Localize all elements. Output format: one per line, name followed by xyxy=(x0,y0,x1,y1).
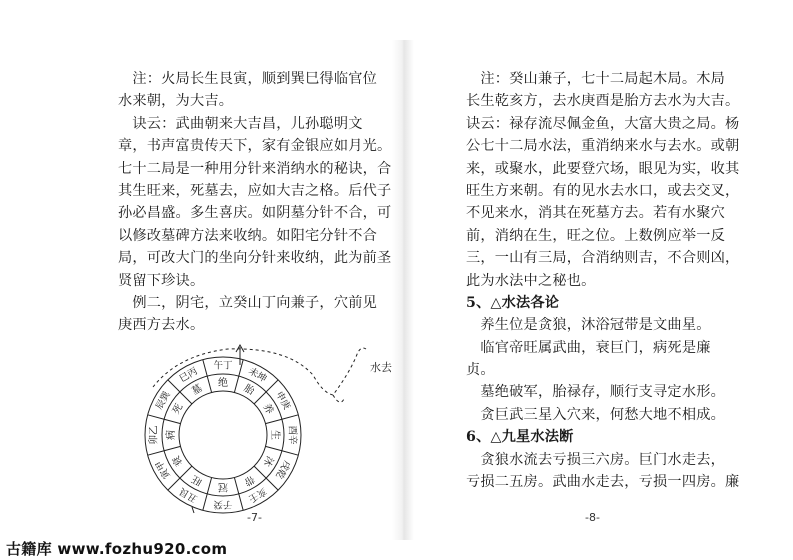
outer-ring-label: 未坤 xyxy=(246,365,269,385)
inner-ring-label: 养 xyxy=(260,402,276,417)
tick-mark xyxy=(192,507,194,513)
text-line: 三，一山有三局，合消纳则吉，不合则凶， xyxy=(466,250,740,267)
outer-ring-divider xyxy=(148,451,164,455)
inner-ring-label: 冠 xyxy=(218,481,228,493)
text-line: 养生位是贪狼，沐浴冠带是文曲星。 xyxy=(466,317,711,334)
text-line: 诀云：禄存流尽佩金鱼，大富大贵之局。杨 xyxy=(466,115,740,132)
outer-ring-label: 酉辛 xyxy=(286,425,298,445)
text-line: 前，消纳在生，旺之位。上数例应举一反 xyxy=(466,227,725,244)
inner-ring-divider xyxy=(266,446,282,450)
inner-ring-divider xyxy=(234,376,238,392)
text-line: 注：火局长生艮寅，顺到巽巳得临官位 xyxy=(118,71,377,87)
inner-ring-label: 衰 xyxy=(170,453,186,468)
outer-ring-divider xyxy=(282,415,298,419)
outer-ring-label: 丑艮 xyxy=(177,485,200,505)
outer-ring-label: 亥壬 xyxy=(246,485,269,505)
text-line: 贞。 xyxy=(466,362,495,379)
inner-ring-label: 旺 xyxy=(190,472,205,488)
outer-ring-divider xyxy=(266,380,278,392)
text-line: 贪巨武三星入穴来，何愁大地不相成。 xyxy=(466,406,725,423)
text-line: 旺生方来朝。有的见水去水口，或去交叉， xyxy=(466,182,740,199)
outer-ring-divider xyxy=(239,360,243,376)
outer-ring-label: 戌乾 xyxy=(273,458,293,481)
section-heading: 5、△水法各论 xyxy=(466,294,560,311)
inner-ring-label: 绝 xyxy=(218,377,228,389)
outer-ring-divider xyxy=(266,478,278,490)
page-number-right: -8- xyxy=(585,511,600,524)
text-line: 水来朝，为大吉。 xyxy=(118,93,234,110)
outer-ring-divider xyxy=(168,478,180,490)
right-page-text xyxy=(466,68,740,493)
inner-circle xyxy=(179,391,267,479)
text-line: 亏损二五房。武曲水走去，亏损一四房。廉 xyxy=(466,474,740,491)
inner-ring-divider xyxy=(207,376,211,392)
text-line: 局，可改大门的坐向分针来收纳，此为前圣 xyxy=(118,250,392,267)
inner-ring-label: 墓 xyxy=(190,382,205,398)
text-line: 临官帝旺属武曲，衰巨门，病死是廉 xyxy=(466,339,711,356)
text-line: 庚西方去水。 xyxy=(118,317,205,334)
inner-ring-divider xyxy=(180,392,192,404)
outer-ring-label: 寅甲 xyxy=(153,458,173,481)
inner-ring-divider xyxy=(266,419,282,423)
text-line: 例二，阴宅，立癸山丁向兼子，穴前见 xyxy=(118,294,377,311)
section-heading: 6、△九星水法断 xyxy=(466,429,574,446)
inner-ring-divider xyxy=(254,466,266,478)
text-line: 以修改墓碑方法来收纳。如阳宅分针不合 xyxy=(118,227,377,244)
outer-ring-label: 申庚 xyxy=(273,389,293,412)
inner-ring-divider xyxy=(164,446,180,450)
text-line: 注：癸山兼子，七十二局起木局。木局 xyxy=(466,71,725,87)
inner-ring-label: 病 xyxy=(165,430,177,440)
outer-ring-label: 辰巽 xyxy=(153,389,173,412)
inner-ring-label: 死 xyxy=(170,402,186,417)
text-line: 来，或聚水，此要登穴场，眼见为实，收其 xyxy=(466,160,740,177)
outer-ring-divider xyxy=(148,415,164,419)
text-line: 长生乾亥方，去水庚酉是胎方去水为大吉。 xyxy=(466,93,740,110)
outer-ring-label: 午丁 xyxy=(213,360,233,372)
inner-ring-label: 生 xyxy=(269,430,281,440)
site-watermark: 古籍库 www.fozhu920.com xyxy=(6,540,228,558)
inner-ring-divider xyxy=(207,478,211,494)
inner-ring-divider xyxy=(180,466,192,478)
outer-ring-label: 子癸 xyxy=(213,498,233,510)
text-line: 诀云：武曲朝来大吉昌，儿孙聪明文 xyxy=(118,115,363,132)
water-flow-curl xyxy=(333,395,344,402)
water-direction-label: 水去 xyxy=(370,361,392,374)
text-line: 七十二局是一种用分针来消纳水的秘诀，合 xyxy=(118,160,392,177)
inner-ring-label: 带 xyxy=(241,472,256,488)
text-line: 其生旺来，死墓去，应如大吉之格。后代子 xyxy=(118,182,392,199)
text-line: 贪狼水流去亏损三六房。巨门水走去， xyxy=(466,451,725,468)
outer-ring-label: 巳丙 xyxy=(177,365,200,385)
outer-ring-divider xyxy=(239,494,243,510)
text-line: 此为水法中之秘也。 xyxy=(466,272,596,289)
compass-diagram xyxy=(108,335,408,517)
outer-ring-divider xyxy=(203,360,207,376)
inner-ring-label: 胎 xyxy=(241,382,256,398)
text-line: 孙必昌盛。多生喜庆。如阴墓分针不合，可 xyxy=(118,205,392,222)
inner-ring-label: 沐 xyxy=(260,453,276,468)
left-page-text xyxy=(118,68,392,337)
outer-ring-divider xyxy=(168,380,180,392)
text-line: 贤留下珍诀。 xyxy=(118,272,205,289)
inner-ring-divider xyxy=(254,392,266,404)
inner-ring-divider xyxy=(234,478,238,494)
outer-ring-divider xyxy=(203,494,207,510)
outer-ring-label: 卯乙 xyxy=(148,425,160,445)
page-number-left: -7- xyxy=(247,511,262,524)
text-line: 公七十二局水法，重消纳来水与去水。或朝 xyxy=(466,138,740,155)
outer-ring-divider xyxy=(282,451,298,455)
inner-ring-divider xyxy=(164,419,180,423)
text-line: 不见来水，消其在死墓方去。若有水聚穴 xyxy=(466,205,725,222)
text-line: 墓绝破军，胎禄存，顺行支寻定水形。 xyxy=(466,384,725,401)
text-line: 章，书声富贵传天下，家有金银应如月光。 xyxy=(118,138,392,155)
